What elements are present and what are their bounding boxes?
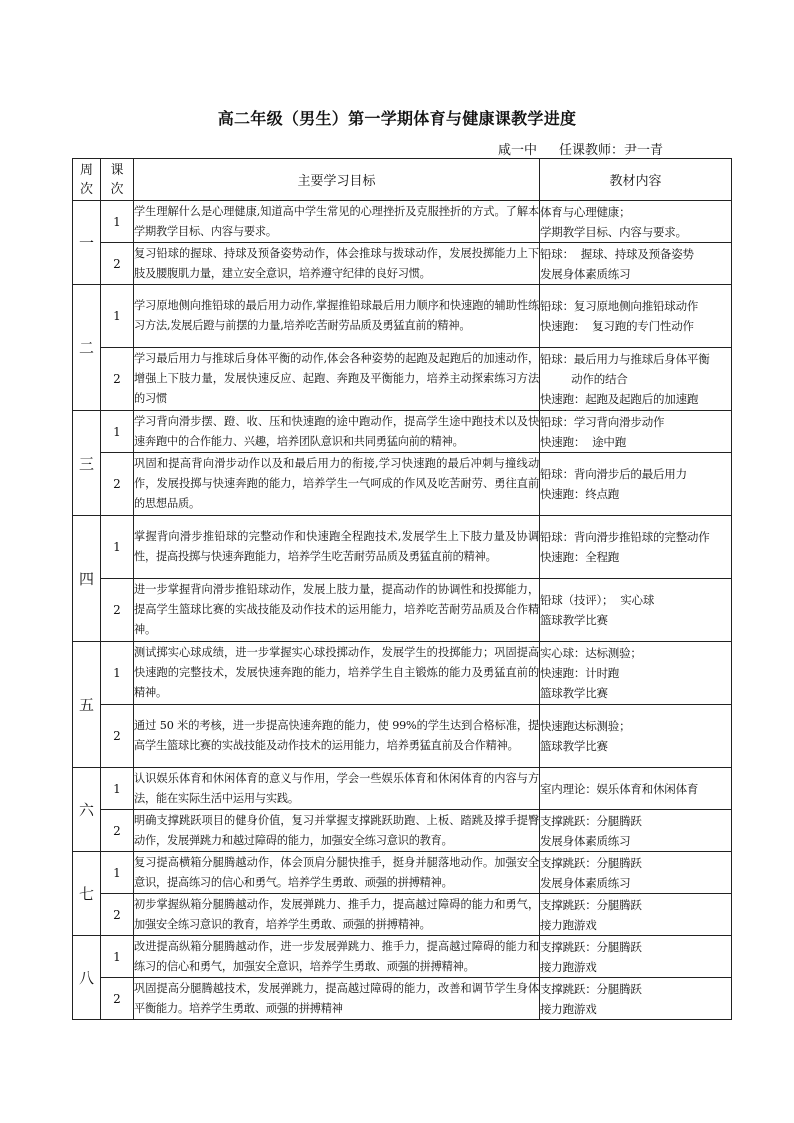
content-line: 铅球：背向滑步推铅球的完整动作 (540, 530, 710, 544)
learning-goal: 学生理解什么是心理健康,知道高中学生常见的心理挫折及克服挫折的方式。了解本学期教学目标、内容与要求。 (134, 201, 540, 243)
teaching-content (540, 285, 732, 348)
content-line: 动作的结合 (540, 372, 628, 386)
content-line: 铅球（技评）； 实心球 (540, 593, 655, 607)
lesson-number: 1 (101, 768, 134, 810)
teacher-name: 任课教师：尹一青 (559, 143, 664, 158)
table-row (73, 453, 732, 516)
teaching-content (540, 978, 732, 1020)
learning-goal: 巩固提高分腿腾越技术，发展弹跳力，提高越过障碍的能力，改善和调节学生身体平衡能力。培养学生勇敢、顽强的拼搏精神 (134, 978, 540, 1020)
content-line: 篮球教学比赛 (540, 739, 608, 753)
table-row (73, 936, 732, 978)
content-line: 快速跑：计时跑 (540, 666, 620, 680)
week-cell: 三 (73, 411, 101, 516)
teaching-content (540, 579, 732, 642)
content-line: 快速跑：全程跑 (540, 550, 620, 564)
teaching-content (540, 348, 732, 411)
week-cell: 四 (73, 516, 101, 642)
content-line: 快速跑： 途中跑 (540, 434, 627, 449)
content-line: 学期教学目标、内容与要求。 (540, 224, 687, 239)
content-line: 铅球：复习原地侧向推铅球动作 (540, 299, 699, 313)
learning-goal: 明确支撑跳跃项目的健身价值，复习并掌握支撑跳跃助跑、上板、踏跳及撑手提臀动作，发展弹跳力和越过障碍的能力，加强安全练习意识的教育。 (134, 810, 540, 852)
content-line: 快速跑： 复习跑的专门性动作 (540, 319, 694, 333)
table-row (73, 894, 732, 936)
lesson-number: 1 (101, 516, 134, 579)
content-line: 快速跑：终点跑 (540, 487, 620, 501)
learning-goal: 学习最后用力与推球后身体平衡的动作,体会各种姿势的起跑及起跑后的加速动作，增强上下肢力量，发展快速反应、起跑、奔跑及平衡能力，培养主动探索练习方法的习惯 (134, 348, 540, 411)
table-row (73, 852, 732, 894)
document-title: 高二年级（男生）第一学期体育与健康课教学进度 (217, 109, 577, 128)
teaching-content (540, 768, 732, 810)
content-line: 室内理论：娱乐体育和休闲体育 (540, 781, 699, 796)
table-row (73, 978, 732, 1020)
teaching-content (540, 642, 732, 705)
lesson-number: 1 (101, 201, 134, 243)
week-cell: 八 (73, 936, 101, 1020)
teaching-content (540, 453, 732, 516)
header-week-line1: 周 (79, 162, 93, 178)
content-line: 发展身体素质练习 (540, 266, 631, 281)
content-line: 支撑跳跃：分腿腾跃 (540, 939, 642, 954)
learning-goal: 通过 50 米的考核，进一步提高快速奔跑的能力，使 99%的学生达到合格标准，提高学生篮球比赛的实战技能及动作技术的运用能力，培养勇猛直前及合作精神。 (134, 705, 540, 768)
learning-goal: 复习铅球的握球、持球及预备姿势动作，体会推球与拨球动作，发展投掷能力上下肢及腰腹肌力量，建立安全意识，培养遵守纪律的良好习惯。 (134, 243, 540, 285)
teaching-content (540, 810, 732, 852)
learning-goal: 学习背向滑步摆、蹬、收、压和快速跑的途中跑动作，提高学生途中跑技术以及快速奔跑中的合作能力、兴趣，培养团队意识和共同勇猛向前的精神。 (134, 411, 540, 453)
learning-goal: 掌握背向滑步推铅球的完整动作和快速跑全程跑技术,发展学生上下肢力量及协调性，提高投掷与快速奔跑能力，培养学生吃苦耐劳品质及勇猛直前的精神。 (134, 516, 540, 579)
learning-goal: 认识娱乐体育和休闲体育的意义与作用，学会一些娱乐体育和休闲体育的内容与方法，能在实际生活中运用与实践。 (134, 768, 540, 810)
content-line: 支撑跳跃：分腿腾跃 (540, 855, 642, 870)
week-cell: 一 (73, 201, 101, 285)
lesson-number: 2 (101, 705, 134, 768)
week-cell: 二 (73, 285, 101, 411)
table-row (73, 810, 732, 852)
table-row (73, 642, 732, 705)
header-content: 教材内容 (540, 159, 732, 201)
content-line: 支撑跳跃：分腿腾跃 (540, 813, 642, 828)
lesson-number: 1 (101, 285, 134, 348)
learning-goal: 进一步掌握背向滑步推铅球动作，发展上肢力量，提高动作的协调性和投掷能力，提高学生篮球比赛的实战技能及动作技术的运用能力，培养吃苦耐劳品质及合作精神。 (134, 579, 540, 642)
content-line: 铅球：学习背向滑步动作 (540, 414, 665, 429)
teaching-content (540, 516, 732, 579)
lesson-number: 1 (101, 411, 134, 453)
week-cell: 五 (73, 642, 101, 768)
content-line: 铅球：最后用力与推球后身体平衡 (540, 352, 710, 366)
subtitle (498, 139, 685, 158)
learning-goal: 测试掷实心球成绩，进一步掌握实心球投掷动作，发展学生的投掷能力；巩固提高快速跑的完整技术，发展快速奔跑的能力，培养学生自主锻炼的能力及勇猛直前的精神。 (134, 642, 540, 705)
header-lesson-line2: 次 (110, 181, 124, 197)
teaching-content (540, 936, 732, 978)
content-line: 篮球教学比赛 (540, 613, 608, 627)
header-week-line2: 次 (79, 181, 93, 197)
table-row (73, 243, 732, 285)
lesson-number: 2 (101, 579, 134, 642)
header-row (73, 159, 732, 201)
content-line: 支撑跳跃：分腿腾跃 (540, 897, 642, 912)
teaching-content (540, 411, 732, 453)
content-line: 铅球：背向滑步后的最后用力 (540, 467, 687, 481)
content-line: 铅球： 握球、持球及预备姿势 (540, 246, 694, 261)
content-line: 接力跑游戏 (540, 959, 597, 974)
table-row (73, 201, 732, 243)
lesson-number: 1 (101, 642, 134, 705)
learning-goal: 学习原地侧向推铅球的最后用力动作,掌握推铅球最后用力顺序和快速跑的辅助性练习方法,发展后蹬与前摆的力量,培养吃苦耐劳品质及勇猛直前的精神。 (134, 285, 540, 348)
learning-goal: 改进提高纵箱分腿腾越动作，进一步发展弹跳力、推手力，提高越过障碍的能力和练习的信心和勇气，加强安全意识，培养学生勇敢、顽强的拼搏精神。 (134, 936, 540, 978)
learning-goal: 复习提高横箱分腿腾越动作，体会顶肩分腿快推手，挺身并腿落地动作。加强安全意识，提高练习的信心和勇气。培养学生勇敢、顽强的拼搏精神。 (134, 852, 540, 894)
teaching-content (540, 201, 732, 243)
lesson-number: 2 (101, 243, 134, 285)
teaching-content (540, 852, 732, 894)
learning-goal: 初步掌握纵箱分腿腾越动作，发展弹跳力、推手力，提高越过障碍的能力和勇气，加强安全练习意识的教育，培养学生勇敢、顽强的拼搏精神。 (134, 894, 540, 936)
content-line: 实心球：达标测验； (540, 646, 642, 660)
lesson-number: 2 (101, 453, 134, 516)
header-lesson (101, 159, 134, 201)
table-row (73, 705, 732, 768)
content-line: 支撑跳跃：分腿腾跃 (540, 981, 642, 996)
content-line: 发展身体素质练习 (540, 875, 631, 890)
teaching-content (540, 894, 732, 936)
table-row (73, 285, 732, 348)
header-lesson-line1: 课 (110, 162, 124, 178)
learning-goal: 巩固和提高背向滑步动作以及和最后用力的衔接,学习快速跑的最后冲刺与撞线动作，发展投掷与快速奔跑的能力，培养学生一气呵成的作风及吃苦耐劳、勇往直前的思想品质。 (134, 453, 540, 516)
content-line: 快速跑：起跑及起跑后的加速跑 (540, 392, 699, 406)
teaching-content (540, 243, 732, 285)
content-line: 快速跑达标测验； (540, 719, 631, 733)
schedule-table (72, 158, 732, 1020)
lesson-number: 1 (101, 936, 134, 978)
schedule-body (73, 201, 732, 1020)
header-week (73, 159, 101, 201)
content-line: 体育与心理健康； (540, 204, 631, 219)
lesson-number: 2 (101, 348, 134, 411)
header-goals: 主要学习目标 (134, 159, 540, 201)
table-row (73, 768, 732, 810)
teaching-content (540, 705, 732, 768)
week-cell: 六 (73, 768, 101, 852)
table-row (73, 411, 732, 453)
content-line: 接力跑游戏 (540, 1001, 597, 1016)
lesson-number: 2 (101, 894, 134, 936)
lesson-number: 2 (101, 810, 134, 852)
content-line: 发展身体素质练习 (540, 833, 631, 848)
week-cell: 七 (73, 852, 101, 936)
content-line: 接力跑游戏 (540, 917, 597, 932)
lesson-number: 1 (101, 852, 134, 894)
content-line: 篮球教学比赛 (540, 686, 608, 700)
table-row (73, 516, 732, 579)
table-row (73, 579, 732, 642)
lesson-number: 2 (101, 978, 134, 1020)
school-name: 咸一中 (498, 143, 538, 158)
table-row (73, 348, 732, 411)
